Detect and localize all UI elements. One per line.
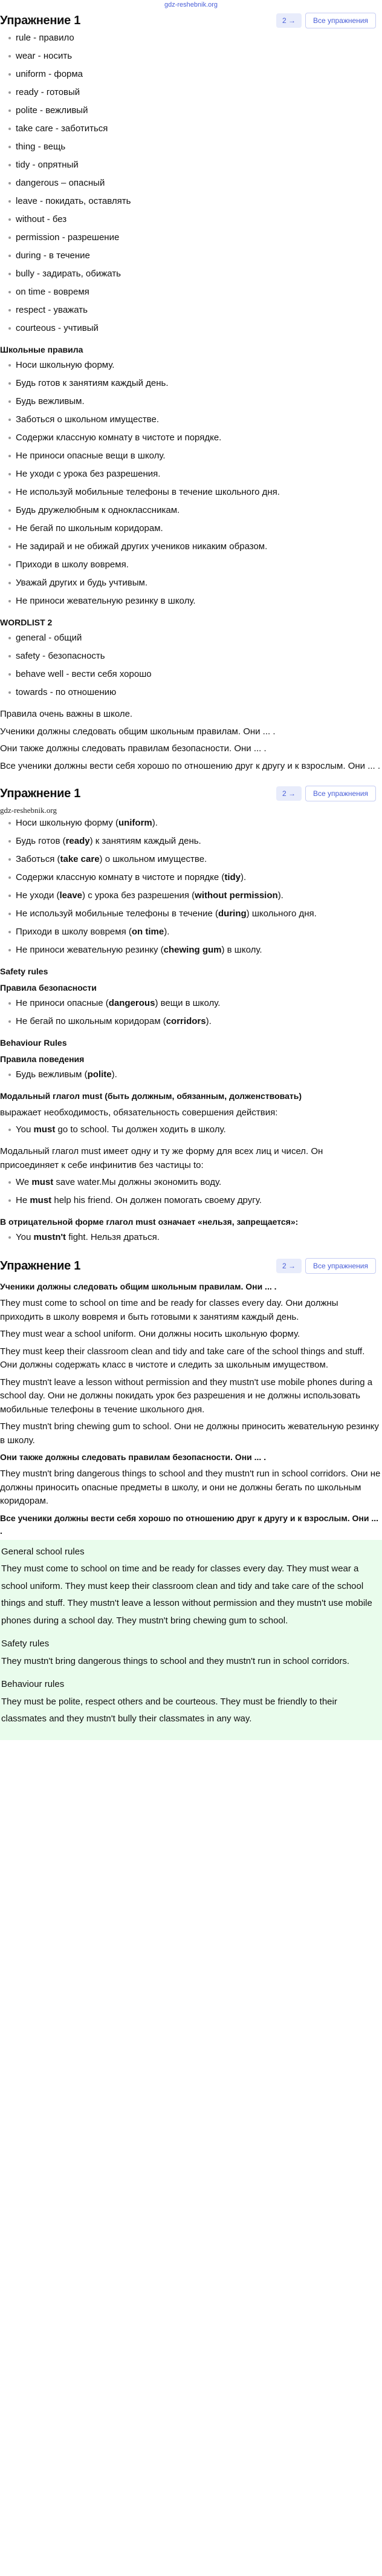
next-exercise-button[interactable]: 2 → [276,786,302,801]
rule-keyword-item: Содержи классную комнату в чистоте и порядке (tidy). [8,871,382,889]
rules-keywords-list [0,817,382,962]
negative-example-item: You mustn't fight. Нельзя драться. [8,1231,382,1249]
modal-list [0,1176,382,1212]
outro-line: Ученики должны следовать общим школьным правилам. Они ... . [0,726,276,737]
answer-paragraph: They mustn't bring dangerous things to school and they mustn't run in school corridors. Они не должны приносить опасные предметы в школу, и они не должны бегать по школьным коридорам. [0,1469,381,1506]
all-exercises-button[interactable]: Все упражнения [305,1258,376,1274]
rule-item: Не бегай по школьным коридорам. [8,522,382,540]
exercise-header [0,1255,382,1277]
wordlist-item: towards - по отношению [8,686,382,704]
vocabulary-item: courteous - учтивый [8,322,382,340]
wordlist [0,631,382,704]
modal-list-item: We must save water.Мы должны экономить воду. [8,1176,382,1194]
rule-item: Уважай других и будь учтивым. [8,576,382,595]
rule-keyword-item: Приходи в школу вовремя (on time). [8,925,382,944]
vocabulary-item: uniform - форма [8,68,382,86]
vocabulary-item: take care - заботиться [8,122,382,140]
question-1: Ученики должны следовать общим школьным правилам. Они ... . [0,1282,277,1291]
safety-title: Safety rules [0,966,48,976]
rule-keyword-item: Заботься (take care) о школьном имуществе. [8,853,382,871]
answer-paragraph: They mustn't bring chewing gum to school. Они не должны приносить жевательную резинку в школу. [0,1421,379,1446]
answer-text: They must come to school on time and be ready for classes every day. They must wear a school uniform. They must keep their classroom clean and tidy and take care of the school things and stuff. They mustn't leave a lesson without permission and they mustn't use mobile phones during a school day. They mustn't bring chewing gum to school. [1,1564,372,1626]
rule-keyword-item: Не приноси жевательную резинку (chewing gum) в школу. [8,944,382,962]
answer-paragraph: They mustn't leave a lesson without permission and they mustn't use mobile phones during a school day. Они не должны покидать урок без разрешения и не должны использовать мобильные телефоны в течение школьного дня. [0,1377,373,1415]
next-exercise-button[interactable]: 2 → [276,13,302,28]
vocabulary-item: on time - вовремя [8,285,382,304]
vocabulary-item: leave - покидать, оставлять [8,195,382,213]
exercise-title: Упражнение 1 [0,14,81,27]
vocabulary-item: bully - задирать, обижать [8,267,382,285]
rule-item: Не уходи с урока без разрешения. [8,468,382,486]
answer-box [0,1540,382,1740]
rule-item: Приходи в школу вовремя. [8,558,382,576]
wordlist-title: WORDLIST 2 [0,618,53,627]
negative-title: В отрицательной форме глагол must означает «нельзя, запрещается»: [0,1217,299,1227]
rule-item: Будь вежливым. [8,395,382,413]
exercise-nav [276,1258,376,1274]
vocabulary-item: respect - уважать [8,304,382,322]
vocabulary-item: polite - вежливый [8,104,382,122]
modal-example-item: You must go to school. Ты должен ходить в школу. [8,1123,382,1141]
wordlist-item: safety - безопасность [8,650,382,668]
all-exercises-button[interactable]: Все упражнения [305,13,376,28]
rule-item: Заботься о школьном имуществе. [8,413,382,431]
safety-item: Не бегай по школьным коридорам (corridors). [8,1015,382,1033]
outro-line: Правила очень важны в школе. [0,709,133,719]
vocabulary-item: wear - носить [8,50,382,68]
rules-list [0,359,382,613]
rule-item: Носи школьную форму. [8,359,382,377]
rule-item: Не приноси опасные вещи в школу. [8,449,382,468]
rule-keyword-item: Не используй мобильные телефоны в течение (during) школьного дня. [8,907,382,925]
rule-keyword-item: Не уходи (leave) с урока без разрешения (without permission). [8,889,382,907]
negative-example [0,1231,382,1249]
exercise-nav [276,786,376,801]
rule-item: Содержи классную комнату в чистоте и порядке. [8,431,382,449]
safety-ru-title: Правила безопасности [0,982,97,993]
question-3: Все ученики должны вести себя хорошо по отношению друг к другу и к взрослым. Они ... . [0,1513,379,1536]
exercise-title: Упражнение 1 [0,1259,81,1273]
safety-list [0,997,382,1033]
rule-item: Не приноси жевательную резинку в школу. [8,595,382,613]
outro-line: Они также должны следовать правилам безопасности. Они ... . [0,743,267,754]
modal-description: выражает необходимость, обязательность совершения действия: [0,1107,278,1118]
exercise-nav [276,13,376,28]
vocabulary-item: permission - разрешение [8,231,382,249]
wordlist-item: behave well - вести себя хорошо [8,668,382,686]
behaviour-item: Будь вежливым (polite). [8,1068,382,1086]
behaviour-ru-title: Правила поведения [0,1054,85,1064]
safety-item: Не приноси опасные (dangerous) вещи в школу. [8,997,382,1015]
rule-item: Будь готов к занятиям каждый день. [8,377,382,395]
question-2: Они также должны следовать правилам безопасности. Они ... . [0,1452,267,1462]
vocabulary-item: ready - готовый [8,86,382,104]
vocabulary-item: without - без [8,213,382,231]
vocabulary-list [0,31,382,340]
answer-heading: Behaviour rules [1,1679,65,1689]
rule-item: Не используй мобильные телефоны в течение школьного дня. [8,486,382,504]
vocabulary-item: tidy - опрятный [8,158,382,177]
modal-list-item: He must help his friend. Он должен помогать своему другу. [8,1194,382,1212]
behaviour-title: Behaviour Rules [0,1037,67,1048]
answer-heading: Safety rules [1,1639,50,1649]
watermark: gdz-reshebnik.org [0,806,57,815]
all-exercises-button[interactable]: Все упражнения [305,786,376,801]
vocabulary-item: dangerous – опасный [8,177,382,195]
vocabulary-item: during - в течение [8,249,382,267]
modal-example [0,1123,382,1141]
modal-note: Модальный глагол must имеет одну и ту же форму для всех лиц и чисел. Он присоединяет к себе инфинитив без частицы to: [0,1146,323,1170]
rule-item: Будь дружелюбным к одноклассникам. [8,504,382,522]
site-header[interactable]: gdz-reshebnik.org [164,1,218,8]
vocabulary-item: rule - правило [8,31,382,50]
outro-text [0,708,382,773]
answer-text: They must be polite, respect others and be courteous. They must be friendly to their classmates and they mustn't bully their classmates in any way. [1,1696,337,1724]
vocabulary-item: thing - вещь [8,140,382,158]
answer-paragraph: They must wear a school uniform. Они должны носить школьную форму. [0,1329,300,1339]
answer-paragraph: They must keep their classroom clean and tidy and take care of the school things and stuff. Они должны содержать класс в чистоте и следить за школьным имуществом. [0,1346,365,1370]
exercise-title: Упражнение 1 [0,787,81,800]
exercise-header [0,10,382,31]
behaviour-list [0,1068,382,1086]
rule-item: Не задирай и не обижай других учеников никаким образом. [8,540,382,558]
answer-heading: General school rules [1,1546,85,1557]
exercise-header [0,783,382,804]
modal-title: Модальный глагол must (быть должным, обязанным, долженствовать) [0,1091,302,1101]
wordlist-item: general - общий [8,631,382,650]
next-exercise-button[interactable]: 2 → [276,1259,302,1273]
answer-paragraph: They must come to school on time and be ready for classes every day. Они должны приходить в школу вовремя и быть готовыми к занятиям каждый день. [0,1298,338,1322]
outro-line: Все ученики должны вести себя хорошо по отношению друг к другу и к взрослым. Они ... . [0,760,381,771]
rules-title: Школьные правила [0,345,83,354]
rule-keyword-item: Будь готов (ready) к занятиям каждый день. [8,835,382,853]
answer-text: They mustn't bring dangerous things to school and they mustn't run in school corridors. [1,1655,350,1666]
rule-keyword-item: Носи школьную форму (uniform). [8,817,382,835]
